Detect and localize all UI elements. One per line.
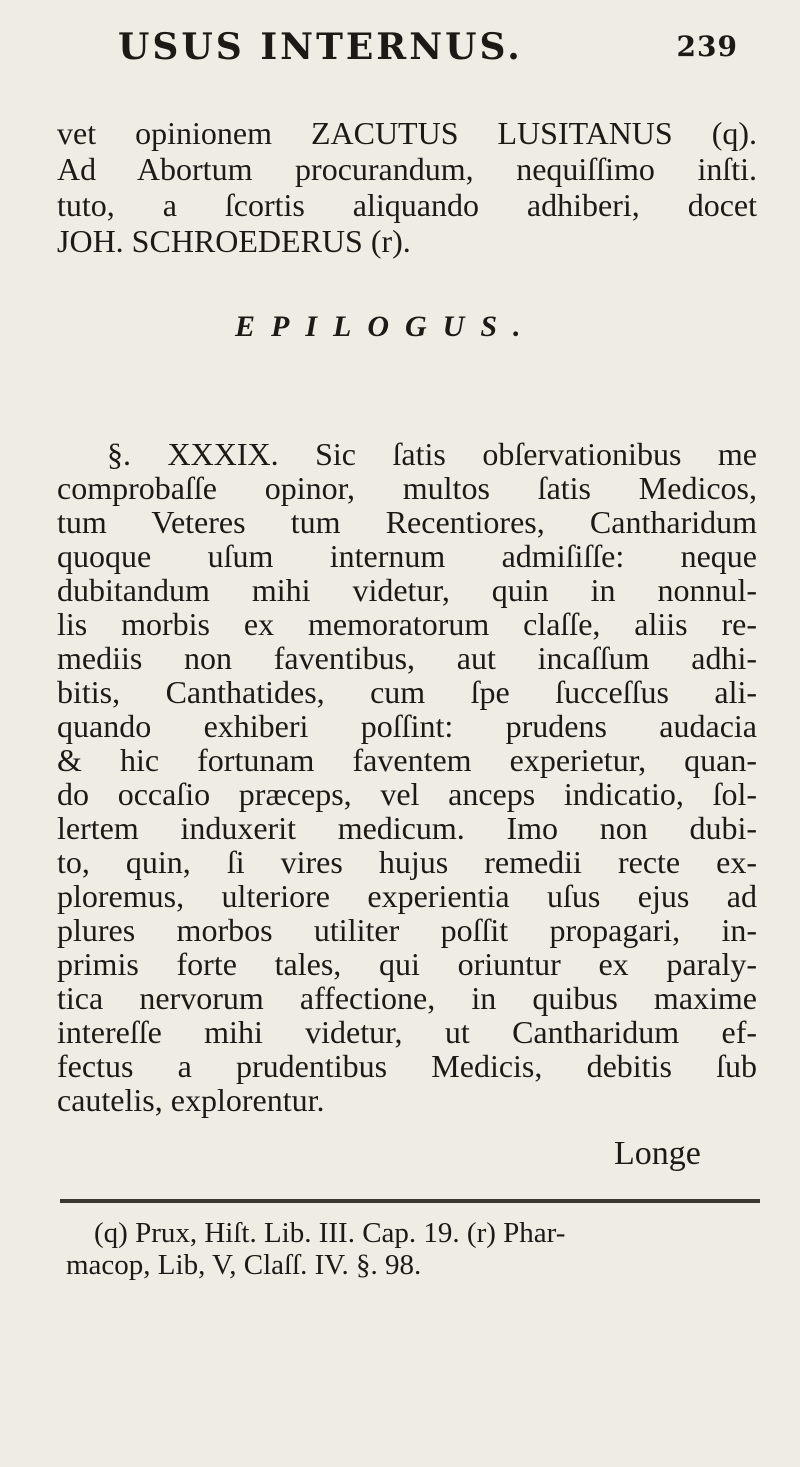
text-line: tum Veteres tum Recentiores, Cantharidum (57, 505, 757, 540)
text-line: mediis non faventibus, aut incaſſum adhi- (57, 641, 757, 676)
running-head (118, 26, 738, 76)
text-line: dubitandum mihi videtur, quin in nonnul- (57, 573, 757, 608)
text-line: lertem induxerit medicum. Imo non dubi- (57, 811, 757, 846)
text-line: JOH. SCHROEDERUS (r). (57, 224, 411, 259)
text-line: cautelis, explorentur. (57, 1083, 325, 1118)
text-line: bitis, Canthatides, cum ſpe ſucceſſus ali- (57, 675, 757, 710)
text-line: vet opinionem ZACUTUS LUSITANUS (q). (57, 116, 757, 151)
footnote-line: (q) Prux, Hiſt. Lib. III. Cap. 19. (r) Phar- (94, 1217, 566, 1249)
footnote-line: macop, Lib, V, Claſſ. IV. §. 98. (66, 1249, 422, 1281)
catchword: Longe (614, 1135, 701, 1172)
text-line: tica nervorum affectione, in quibus maxime (57, 981, 757, 1016)
section-heading: EPILOGUS. (235, 310, 537, 343)
text-line: quoque uſum internum admiſiſſe: neque (57, 539, 757, 574)
text-line: §. XXXIX. Sic ſatis obſervationibus me (107, 437, 757, 472)
text-line: primis forte tales, qui oriuntur ex paraly- (57, 947, 757, 982)
text-line: ploremus, ulteriore experientia uſus ejus ad (57, 879, 757, 914)
text-line: fectus a prudentibus Medicis, debitis ſub (57, 1049, 757, 1084)
text-line: & hic fortunam faventem experietur, quan- (57, 743, 757, 778)
text-line: Ad Abortum procurandum, nequiſſimo inſti. (57, 152, 757, 187)
page-number: 239 (676, 30, 738, 63)
running-title: USUS INTERNUS. (118, 26, 523, 68)
text-line: to, quin, ſi vires hujus remedii recte ex- (57, 845, 757, 880)
text-line: plures morbos utiliter poſſit propagari, in- (57, 913, 757, 948)
text-line: do occaſio præceps, vel anceps indicatio, ſol- (57, 777, 757, 812)
footnote-rule (60, 1199, 760, 1203)
text-line: lis morbis ex memoratorum claſſe, aliis re- (57, 607, 757, 642)
text-line: tuto, a ſcortis aliquando adhiberi, docet (57, 188, 757, 223)
text-line: quando exhiberi poſſint: prudens audacia (57, 709, 757, 744)
text-line: comprobaſſe opinor, multos ſatis Medicos, (57, 471, 757, 506)
text-line: intereſſe mihi videtur, ut Cantharidum ef- (57, 1015, 757, 1050)
